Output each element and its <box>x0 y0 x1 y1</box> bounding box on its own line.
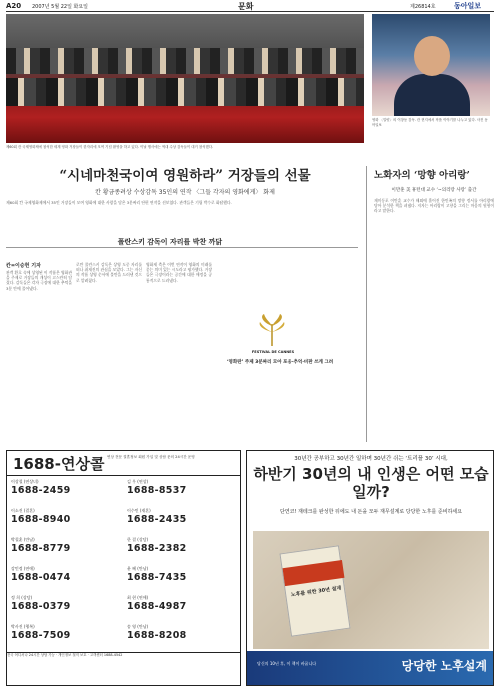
body-column-2: 로만 폴란스키 감독은 상영 도중 자리를 떠나 취재진의 관심을 모았다. 그는 자신의 작품 상영 순서에 불만을 드러낸 것으로 알려졌다. <box>76 262 142 283</box>
portrait-caption: 영화 〈밀양〉의 이창동 감독. 칸 현지에서 작품 이야기를 나누고 있다. 사진 동아일보 <box>372 118 488 127</box>
phone-number: 1688-2435 <box>127 514 187 525</box>
right-body: 재미동포 이만훈 교수가 해외에 흩어진 한민족의 망향 정서를 아리랑에 담아 분석한 책을 펴냈다. 저자는 아리랑이 고향을 그리는 마음의 원형이라고 말한다. <box>374 198 494 214</box>
phone-entry <box>127 537 239 554</box>
phone-entry <box>127 595 239 612</box>
ad-footer <box>7 652 240 686</box>
portrait-face <box>414 36 450 76</box>
right-byline: 이만훈 美 휴턴대 교수 ‘~의리랑 사랑’ 출간 <box>391 188 477 193</box>
phone-entry <box>127 624 239 641</box>
page-header <box>6 2 494 12</box>
page-number: A20 <box>6 2 22 10</box>
ad-title: 1688-연상콜 <box>13 455 105 473</box>
book-ad-bar-small: 당신의 10년 후, 이 책이 바꿉니다 <box>257 661 317 666</box>
festival-palm-icon <box>252 312 292 348</box>
festival-name: FESTIVAL DE CANNES <box>251 350 295 354</box>
phone-entry <box>11 595 123 612</box>
phone-number: 1688-0379 <box>11 601 71 612</box>
section-title: 문화 <box>238 2 254 11</box>
phone-entry <box>11 624 123 641</box>
ad-footer-text: 전국 어디서나 24시간 상담 가능 · 개인정보 철저 보호 · 고객센터 1688-4542 <box>7 653 123 657</box>
portrait-photo <box>372 14 490 116</box>
book-ad-bar-title: 당당한 노후설계 <box>401 659 487 673</box>
newspaper-logo: 동아일보 <box>454 2 482 10</box>
phone-label: 박사진 (행복) <box>11 624 35 629</box>
phone-number: 1688-8537 <box>127 485 187 496</box>
phone-number: 1688-8208 <box>127 630 187 641</box>
phone-label: 정 희 (상담) <box>11 595 33 600</box>
book-ad-copy: 단연코! 재테크를 완성한 뒤에도 내 돈을 모두 재무설계로 당당한 노후를 준비하세요 <box>279 509 463 515</box>
main-headline: “시네마천국이여 영원하라” 거장들의 선물 <box>59 168 311 184</box>
subhead-rule <box>6 247 358 248</box>
body-column-1: 관객 환호 속에 상영된 이 작품은 영화관을 주제로 거장들의 개성이 고스란히 담겼다. 감독들은 각자 극장에 대한 추억을 3분 안에 풀어냈다. <box>6 270 72 291</box>
sub-headline: 칸 황금종려상 수상감독 35인의 연작 〈그들 각자의 영화에게〉 화제 <box>95 189 275 196</box>
phone-label: 이소진 (결혼) <box>11 508 35 513</box>
phone-entry <box>11 508 123 525</box>
phone-entry <box>11 566 123 583</box>
book-cover <box>279 545 350 637</box>
book-ad-tagline: 30년간 공부하고 30년간 일하며 30년간 쉬는 ‘트리플 30’ 시대, <box>294 456 448 462</box>
phone-label: 이상철 (연상녀) <box>11 479 39 484</box>
phone-number: 1688-4987 <box>127 601 187 612</box>
portrait-body <box>394 74 470 116</box>
book-ad <box>246 450 494 686</box>
phone-entry <box>11 479 123 496</box>
ad-rule <box>7 475 240 476</box>
phone-entry <box>11 537 123 554</box>
body-column-3: 영화제 측은 이번 연작이 영화의 미래를 묻는 의미 있는 시도라고 평가했다. 거장들은 극장이라는 공간에 대한 애정을 공통적으로 드러냈다. <box>146 262 212 283</box>
phone-entry <box>127 566 239 583</box>
byline: 칸=이승헌 기자 <box>6 263 41 269</box>
phone-label: 박철훈 (만남) <box>11 537 35 542</box>
phone-label: 김 우 (연상) <box>127 479 149 484</box>
phone-number: 1688-8940 <box>11 514 71 525</box>
phone-number: 1688-7435 <box>127 572 187 583</box>
phone-label: 한 결 (상담) <box>127 537 149 542</box>
book-ad-headline: 하반기 30년의 내 인생은 어떤 모습일까? <box>253 465 489 501</box>
issue-date: 2007년 5월 22일 화요일 <box>32 4 89 10</box>
issue-number: 제26814호 <box>410 4 436 10</box>
photo-row-bottom <box>6 78 364 106</box>
phone-entry <box>127 479 239 496</box>
phone-label: 윤 혜 (만남) <box>127 566 149 571</box>
phone-number: 1688-8779 <box>11 543 71 554</box>
right-headline: 노화자의 ‘망향 아리랑’ <box>374 170 470 181</box>
photo-row-top <box>6 48 364 74</box>
group-photo <box>6 14 364 143</box>
phone-ad <box>6 450 241 686</box>
book-band <box>283 560 345 586</box>
phone-number: 1688-0474 <box>11 572 71 583</box>
intro-text: 제60회 칸 국제영화제에서 35인 거장들이 모여 영화에 대한 사랑을 담은 3분짜리 단편 연작을 선보였다. 관객들은 기립 박수로 화답했다. <box>6 200 232 205</box>
phone-label: 강민정 (연애) <box>11 566 35 571</box>
phone-number: 1688-2459 <box>11 485 71 496</box>
phone-label: 송 영 (만남) <box>127 624 149 629</box>
phone-label: 최 현 (연애) <box>127 595 149 600</box>
phone-number: 1688-7509 <box>11 630 71 641</box>
phone-label: 이수민 (재혼) <box>127 508 151 513</box>
phone-entry <box>127 508 239 525</box>
box-caption: ‘영화란’ 주제 3분짜리 모아 포옹·추억·비판 쓰게 그려 <box>226 360 334 365</box>
column-rule <box>366 166 367 442</box>
section-subhead: 폴란스키 감독이 자리를 박찬 까닭 <box>117 238 223 246</box>
ad-blurb: 연상 전문 결혼정보 회원 가입 및 상담 문의 24시간 운영 <box>107 455 195 459</box>
book-title: 노후를 위한 30년 설계 <box>290 585 342 599</box>
photo-caption: 제60회 칸 국제영화제에 참석한 세계 영화 거장들이 한자리에 모여 기념 촬영을 하고 있다. 이날 행사에는 역대 수상 감독들이 대거 참석했다. <box>6 145 214 149</box>
phone-number: 1688-2382 <box>127 543 187 554</box>
